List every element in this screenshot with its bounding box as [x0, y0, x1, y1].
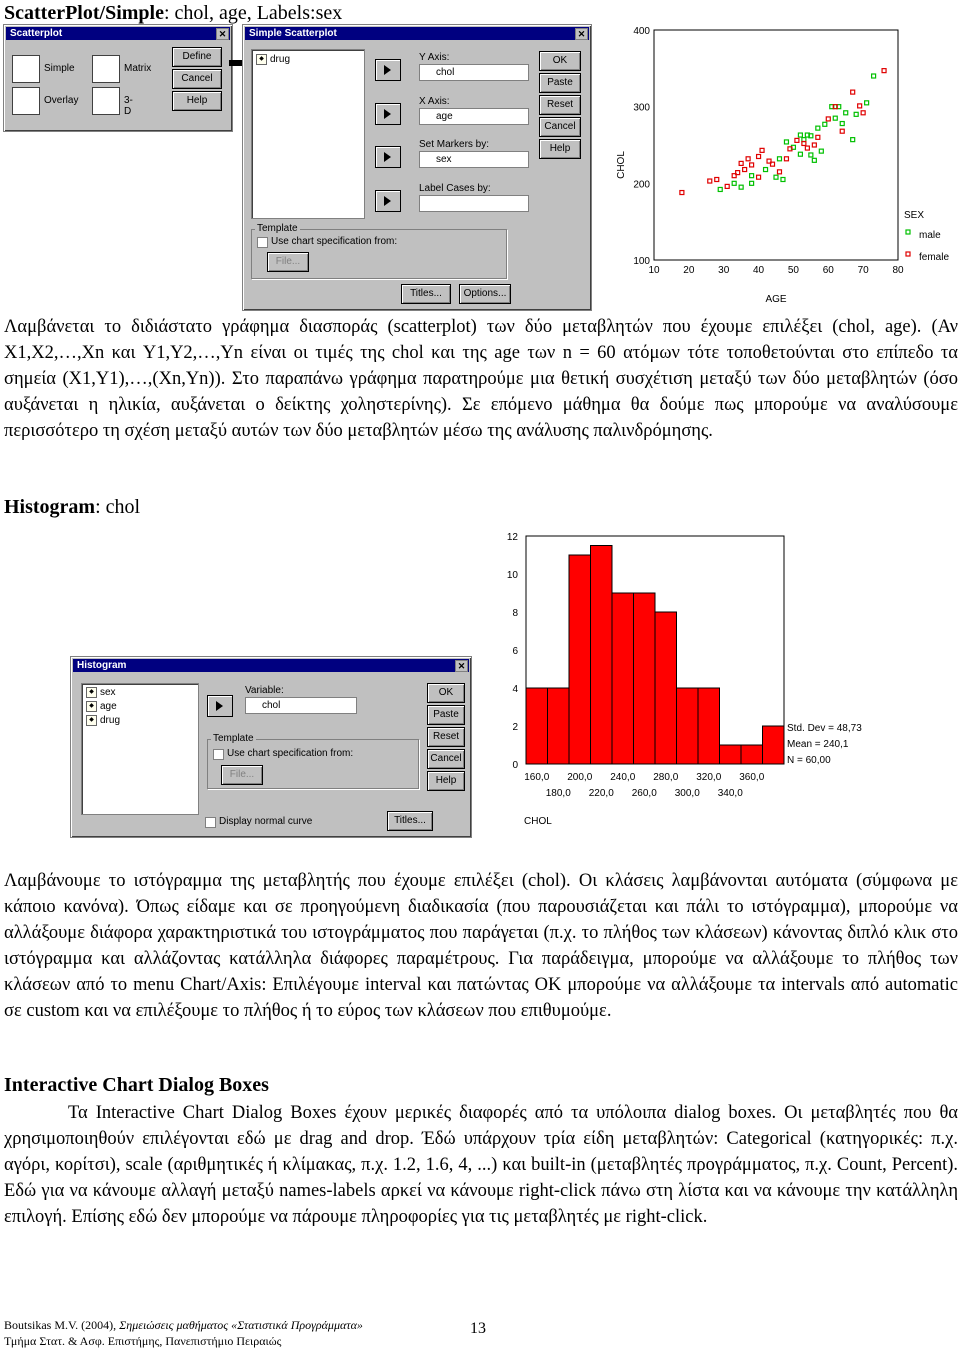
normal-curve-checkbox[interactable]	[205, 817, 216, 828]
histogram-chart	[500, 528, 870, 838]
list-item[interactable]	[86, 715, 120, 726]
section-title-interactive	[4, 1074, 269, 1097]
section-title-bold: ScatterPlot/Simple	[4, 2, 164, 24]
histogram-bar	[677, 688, 699, 764]
options-button[interactable]: Options...	[459, 284, 511, 304]
section-title-bold: Histogram	[4, 496, 96, 518]
move-to-yaxis-button[interactable]	[375, 59, 401, 81]
footer-author: Boutsikas M.V. (2004),	[4, 1318, 120, 1332]
labelcases-label: Label Cases by:	[419, 183, 491, 194]
ok-button[interactable]: OK	[539, 51, 581, 71]
paragraph-interactive: Τα Interactive Chart Dialog Boxes έχουν μερικές διαφορές από τα υπόλοιπα dialog boxes. Οι μεταβλητές που θα χρησιμοποιηθούν επιλέγονται εδώ με drag and drop. Έδώ υπάρχουν τρία είδη μεταβλητών: Categorical (κατηγορικές: π.χ. αγόρι, κορίτσι), scale (αριθμητικές ή κλίμακας, π.χ. 1.2, 1.6, 4, ...) και built-in (μεταβλητές προγράμματος, π.χ. Count, Percent). Εδώ για να κάνουμε αλλαγή μεταξύ names-labels αρκεί να κάνουμε right-click πάνω στη λίστα και να κάνουμε την κατάλληλη επιλογή. Επίσης εδώ δεν μπορούμε να πάρουμε πληροφορίες για τις μεταβλητές με right-click.	[4, 1103, 958, 1227]
list-item-label: age	[100, 701, 117, 713]
y-tick-label: 300	[633, 102, 650, 114]
x-tick-label: 340,0	[717, 788, 743, 799]
markers-field[interactable]: sex	[419, 151, 529, 168]
variable-icon: ◆	[256, 54, 267, 65]
variable-list[interactable]	[251, 49, 365, 219]
variable-field[interactable]: chol	[245, 697, 357, 714]
footer-department: Τμήμα Στατ. & Ασφ. Επιστήμης, Πανεπιστήμιο Πειραιώς	[4, 1334, 282, 1348]
scatter-3d-icon	[92, 87, 120, 115]
variable-icon: ◆	[86, 701, 97, 712]
y-tick-label: 200	[633, 179, 650, 191]
section-title-bold: Interactive Chart Dialog Boxes	[4, 1074, 269, 1096]
list-item[interactable]	[86, 701, 117, 712]
cancel-button[interactable]: Cancel	[427, 749, 465, 769]
legend-title: SEX	[904, 210, 925, 221]
histogram-bar	[655, 612, 677, 764]
move-to-labels-button[interactable]	[375, 190, 401, 212]
move-to-xaxis-button[interactable]	[375, 103, 401, 125]
x-tick-label: 360,0	[739, 772, 765, 783]
histogram-bar	[548, 688, 570, 764]
list-item[interactable]	[256, 54, 290, 65]
y-tick-label: 400	[633, 26, 650, 37]
legend-label: male	[919, 230, 941, 241]
template-label: Template	[257, 223, 298, 234]
list-item[interactable]	[86, 687, 116, 698]
variable-list[interactable]	[81, 683, 199, 815]
y-axis-label: CHOL	[616, 151, 627, 179]
define-button[interactable]: Define	[172, 47, 222, 67]
x-tick-label: 220,0	[588, 788, 614, 799]
help-button[interactable]: Help	[539, 139, 581, 159]
legend-label: female	[919, 252, 950, 263]
y-tick-label: 4	[512, 684, 518, 695]
file-button[interactable]: File...	[267, 252, 309, 272]
scatterplot-chart	[610, 24, 960, 310]
x-tick-label: 200,0	[567, 772, 593, 783]
x-tick-label: 320,0	[696, 772, 722, 783]
x-tick-label: 50	[787, 265, 799, 276]
histogram-bar	[741, 745, 763, 764]
section-title-scatterplot	[4, 2, 342, 25]
x-tick-label: 180,0	[545, 788, 571, 799]
scatterplot-dialog-titlebar	[6, 27, 230, 40]
stats-label: Mean = 240,1	[787, 739, 849, 750]
scatterplot-dialog-title: Scatterplot	[10, 28, 63, 39]
histogram-dialog	[70, 656, 472, 838]
list-item-label: drug	[270, 54, 291, 66]
scatter-matrix-icon	[92, 55, 120, 83]
simple-scatterplot-titlebar	[245, 27, 589, 40]
file-button[interactable]: File...	[221, 765, 263, 785]
legend-marker	[906, 252, 910, 256]
scatterplot-dialog	[3, 24, 233, 132]
y-tick-label: 10	[506, 570, 518, 581]
histogram-bar	[612, 593, 634, 764]
chart-type-label: Overlay	[44, 95, 79, 106]
plot-area	[654, 30, 898, 260]
variable-icon: ◆	[86, 715, 97, 726]
titles-button[interactable]: Titles...	[387, 811, 433, 831]
section-title-histogram	[4, 496, 140, 519]
use-chart-spec-checkbox[interactable]	[257, 237, 268, 248]
x-tick-label: 160,0	[524, 772, 550, 783]
normal-curve-label: Display normal curve	[219, 816, 313, 827]
stats-label: N = 60,00	[787, 755, 831, 766]
simple-scatterplot-title: Simple Scatterplot	[249, 28, 337, 39]
x-tick-label: 70	[857, 265, 869, 276]
histogram-bar	[526, 688, 548, 764]
close-icon[interactable]: ✕	[216, 28, 229, 40]
reset-button[interactable]: Reset	[539, 95, 581, 115]
xaxis-label: X Axis:	[419, 96, 450, 107]
cancel-button[interactable]: Cancel	[172, 69, 222, 89]
footer-citation	[4, 1318, 363, 1333]
simple-scatterplot-dialog	[242, 24, 592, 311]
scatter-simple-icon	[12, 55, 40, 83]
paragraph-scatterplot: Λαμβάνεται το διδιάστατο γράφημα διασποράς (scatterplot) των δύο μεταβλητών που έχουμε επιλέξει (chol, age). (Αν X1,X2,…,Xn και Y1,Y2,…,Yn είναι οι τιμές της chol και της age των n = 60 ατόμων τότε τοποθετούνται στο επίπεδο τα σημεία (X1,Y1),…,(Xn,Yn)). Στο παραπάνω γράφημα παρατηρούμε μια θετική συσχέτιση μεταξύ των δύο μεταβλητών (όσο αυξάνεται η ηλικία, αυξάνεται ο δείκτης χοληστερίνης). Σε επόμενο μάθημα θα δούμε πως μπορούμε να αναλύσουμε περισσότερο τη σχέση μεταξύ αυτών των δύο μεταβλητών μέσω της ανάλυσης παλινδρόμησης.	[4, 317, 958, 441]
scatter-overlay-icon	[12, 87, 40, 115]
legend-marker	[906, 230, 910, 234]
list-item-label: sex	[100, 687, 116, 699]
histogram-bar	[591, 546, 613, 765]
histogram-dialog-titlebar	[73, 659, 469, 672]
footer-course: Σημειώσεις μαθήματος «Στατιστικά Προγράμματα»	[119, 1318, 363, 1332]
use-chart-spec-label: Use chart specification from:	[227, 748, 354, 759]
ok-button[interactable]: OK	[427, 683, 465, 703]
y-tick-label: 100	[633, 256, 650, 267]
xaxis-field[interactable]: age	[419, 108, 529, 125]
page-number: 13	[470, 1320, 486, 1337]
markers-label: Set Markers by:	[419, 139, 490, 150]
x-tick-label: 80	[892, 265, 904, 276]
template-label: Template	[213, 733, 254, 744]
y-tick-label: 8	[512, 608, 518, 619]
labelcases-field[interactable]	[419, 195, 529, 212]
help-button[interactable]: Help	[427, 771, 465, 791]
close-icon[interactable]: ✕	[455, 660, 468, 672]
cancel-button[interactable]: Cancel	[539, 117, 581, 137]
variable-label: Variable:	[245, 685, 284, 696]
histogram-bar	[634, 593, 656, 764]
titles-button[interactable]: Titles...	[401, 284, 451, 304]
histogram-bar	[698, 688, 720, 764]
histogram-bar	[720, 745, 742, 764]
y-tick-label: 6	[512, 646, 518, 657]
x-tick-label: 280,0	[653, 772, 679, 783]
list-item-label: drug	[100, 715, 121, 727]
histogram-bar	[763, 726, 785, 764]
chart-type-label: 3-D	[124, 95, 133, 117]
x-tick-label: 40	[753, 265, 765, 276]
x-tick-label: 240,0	[610, 772, 636, 783]
variable-icon: ◆	[86, 687, 97, 698]
x-axis-label: CHOL	[524, 816, 552, 827]
paragraph-histogram: Λαμβάνουμε το ιστόγραμμα της μεταβλητής που έχουμε επιλέξει (chol). Οι κλάσεις λαμβάνονται αυτόματα (σύμφωνα με κάποιο κανόνα). Όπως είδαμε και σε προηγούμενη διαδικασία (που παρουσιάζεται και πάλι το ιστόγραμμα), μπορούμε να αλλάξουμε διάφορα χαρακτηριστικά του ιστογράμματος που παράγεται (π.χ. το πλήθος των κλάσεων) κάνοντας διπλό κλικ στο ιστόγραμμα και αλλάζοντας κατάλληλα διάφορες παραμέτρους. Για παράδειγμα, μπορούμε να αλλάξουμε το πλήθος των κλάσεων από το menu Chart/Axis: Επιλέγουμε interval και πατώντας OK μπορούμε να αλλάξουμε τα intervals από automatic σε custom και να επιλέξουμε το πλήθος ή το εύρος των κλάσεων που επιθυμούμε.	[4, 871, 958, 1021]
yaxis-label: Y Axis:	[419, 52, 450, 63]
x-tick-label: 300,0	[674, 788, 700, 799]
x-axis-label: AGE	[765, 294, 787, 305]
help-button[interactable]: Help	[172, 91, 222, 111]
close-icon[interactable]: ✕	[575, 28, 588, 40]
chart-type-label: Matrix	[124, 63, 152, 74]
y-tick-label: 12	[506, 532, 518, 543]
paste-button[interactable]: Paste	[427, 705, 465, 725]
histogram-dialog-title: Histogram	[77, 660, 127, 671]
move-to-markers-button[interactable]	[375, 146, 401, 168]
x-tick-label: 10	[648, 265, 660, 276]
section-title-rest: : chol	[95, 496, 141, 518]
move-to-variable-button[interactable]	[207, 695, 233, 717]
reset-button[interactable]: Reset	[427, 727, 465, 747]
x-tick-label: 20	[683, 265, 695, 276]
paste-button[interactable]: Paste	[539, 73, 581, 93]
use-chart-spec-label: Use chart specification from:	[271, 236, 398, 247]
stats-label: Std. Dev = 48,73	[787, 723, 862, 734]
x-tick-label: 60	[822, 265, 834, 276]
y-tick-label: 0	[512, 760, 518, 771]
section-title-rest: : chol, age, Labels:sex	[163, 2, 343, 24]
x-tick-label: 260,0	[631, 788, 657, 799]
histogram-bar	[569, 555, 591, 764]
chart-type-label: Simple	[44, 63, 75, 74]
yaxis-field[interactable]: chol	[419, 64, 529, 81]
use-chart-spec-checkbox[interactable]	[213, 749, 224, 760]
x-tick-label: 30	[718, 265, 730, 276]
y-tick-label: 2	[512, 722, 518, 733]
